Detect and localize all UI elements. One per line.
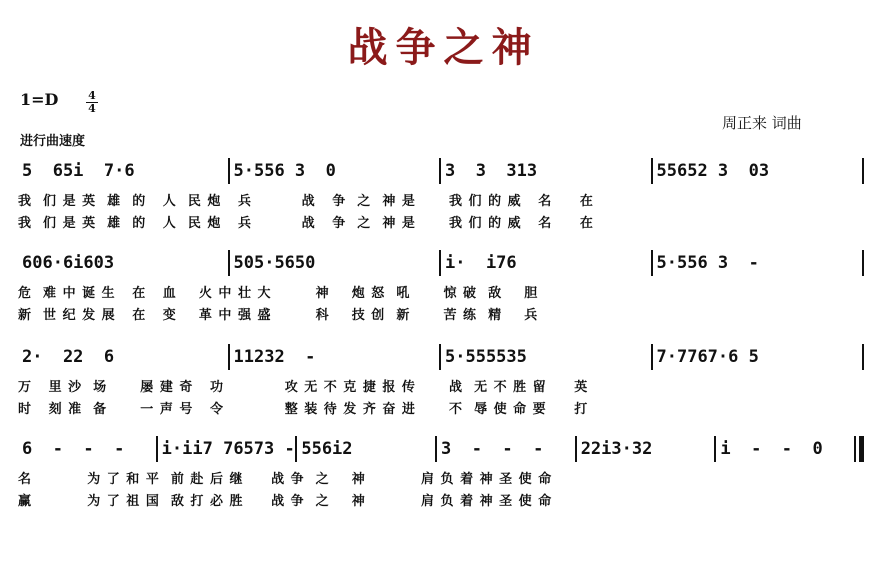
- time-signature: [86, 90, 98, 115]
- measure: 5 65i 7·6: [22, 161, 135, 181]
- measure: 5·556 3 0: [233, 161, 336, 181]
- measure: i· i76: [445, 253, 517, 273]
- lyric-verse-2: 我 们 是 英 雄 的 人 民 炮 兵 战 争 之 神 是 我 们 的 威 名 在: [18, 216, 594, 231]
- tempo-marking: 进行曲速度: [20, 134, 86, 149]
- measure: 556i2: [301, 439, 353, 459]
- measure: 7·7767·6 5: [656, 347, 759, 367]
- measure: 5·555535: [445, 347, 527, 367]
- measure: 22i3·32: [580, 439, 653, 459]
- measure: 3 - - -: [441, 439, 544, 459]
- measure: 606·6i603: [22, 253, 115, 273]
- lyric-verse-1: 万 里 沙 场 屡 建 奇 功 攻 无 不 克 捷 报 传 战 无 不 胜 留 英: [18, 380, 589, 395]
- measure: 11232 -: [233, 347, 316, 367]
- score-line-3: [18, 344, 864, 444]
- measure: 6 - - -: [22, 439, 125, 459]
- barline: [862, 158, 864, 184]
- final-barline: [854, 436, 864, 462]
- lyric-verse-2: 赢 为 了 祖 国 敌 打 必 胜 战 争 之 神 肩 负 着 神 圣 使 命: [18, 494, 553, 509]
- score-line-2: [18, 250, 864, 350]
- measure: i·ii7 76573 -: [161, 439, 295, 459]
- measure: 505·5650: [233, 253, 316, 273]
- lyric-verse-1: 危 难 中 诞 生 在 血 火 中 壮 大 神 炮 怒 吼 惊 破 敌 胆: [18, 286, 539, 301]
- barline: [862, 344, 864, 370]
- time-signature-bottom: 4: [88, 102, 96, 115]
- time-signature-top: 4: [86, 90, 98, 103]
- barline: [862, 250, 864, 276]
- notes-row: [18, 158, 864, 184]
- lyric-verse-1: 我 们 是 英 雄 的 人 民 炮 兵 战 争 之 神 是 我 们 的 威 名 在: [18, 194, 594, 209]
- measure: 55652 3 03: [656, 161, 770, 181]
- lyric-verse-1: 名 为 了 和 平 前 赴 后 继 战 争 之 神 肩 负 着 神 圣 使 命: [18, 472, 553, 487]
- measure: 2· 22 6: [22, 347, 115, 367]
- score-line-4: [18, 436, 864, 536]
- author-credit: 周正来 词曲: [722, 114, 802, 132]
- song-title: 战争之神: [347, 24, 540, 71]
- lyric-verse-2: 时 刻 准 备 一 声 号 令 整 装 待 发 齐 奋 进 不 辱 使 命 要 打: [18, 402, 589, 417]
- notes-row: [18, 344, 864, 370]
- score-line-1: [18, 158, 864, 258]
- measure: i - - 0: [720, 439, 823, 459]
- notes-row: [18, 436, 864, 462]
- notes-row: [18, 250, 864, 276]
- measure: 3 3 313: [445, 161, 538, 181]
- key-signature: 1=D: [20, 90, 59, 109]
- measure: 5·556 3 -: [656, 253, 759, 273]
- lyric-verse-2: 新 世 纪 发 展 在 变 革 中 强 盛 科 技 创 新 苦 练 精 兵: [18, 308, 539, 323]
